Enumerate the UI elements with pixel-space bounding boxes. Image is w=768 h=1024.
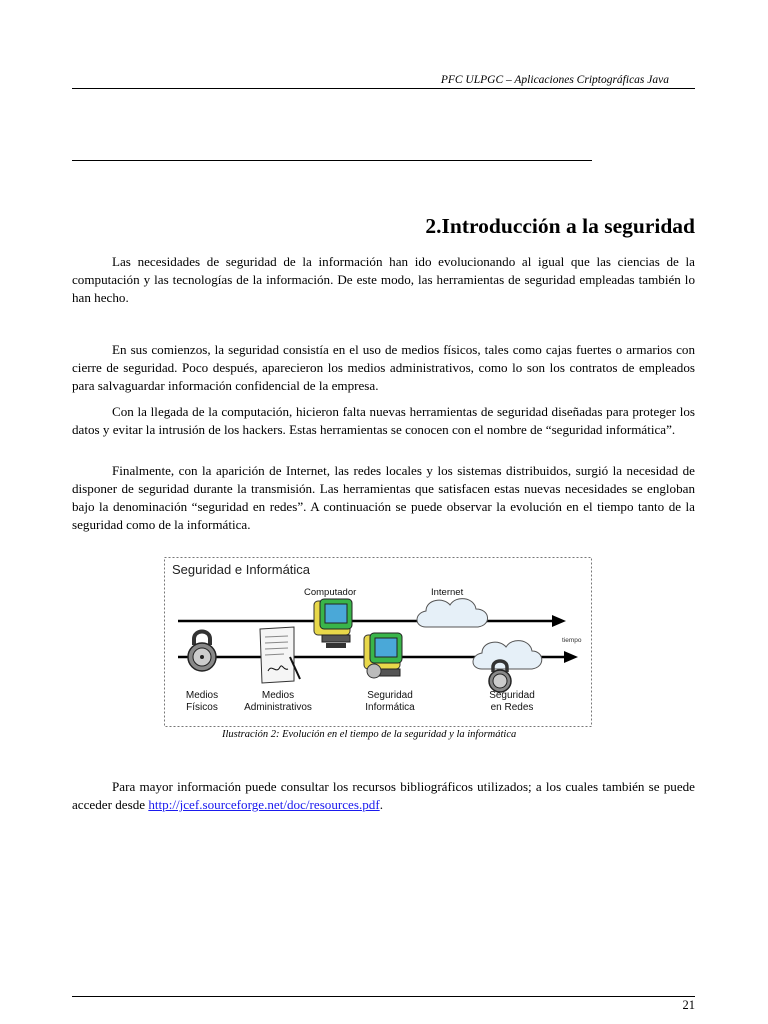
medios-fisicos-label-2: Físicos [186,702,218,713]
figure-caption [72,728,695,742]
closing-paragraph [72,778,695,814]
paragraph-1: Las necesidades de seguridad de la información han ido evolucionando al igual que las ciencias de la computación y las tecnologías de la información. De este modo, las herramientas de seguridad empleadas también lo han hecho. [72,254,695,305]
computador-label: Computador [304,587,357,598]
chapter-title: 2.Introducción a la seguridad [425,214,695,238]
tiempo-label: tiempo [562,637,582,644]
medios-admin-label-1: Medios [261,690,295,701]
paragraph-2: En sus comienzos, la seguridad consistía en el uso de medios físicos, tales como cajas fuertes o armarios con cierre de seguridad. Poco después, aparecieron los medios administrativos, como lo son los contratos de empleados para salvaguardar información confidencial de la empresa. [72,342,695,393]
running-header: PFC ULPGC – Aplicaciones Criptográficas Java [440,74,669,86]
header-rule [72,88,695,89]
figure-title: Seguridad e Informática [172,562,311,577]
medios-admin-label-2: Administrativos [244,702,312,713]
page-number: 21 [682,998,695,1012]
paragraph-3: Con la llegada de la computación, hicieron falta nuevas herramientas de seguridad diseñadas para proteger los datos y evitar la intrusión de los hackers. Estas herramientas se conocen con el nombre de “seguridad informática”. [72,404,695,437]
seg-informatica-label-2: Informática [365,702,415,713]
closing-suffix: . [379,797,383,812]
seg-redes-label-2: en Redes [490,702,534,713]
internet-label: Internet [431,587,464,598]
medios-fisicos-label-1: Medios [185,690,219,701]
seg-redes-label-1: Seguridad [489,690,535,701]
resources-link[interactable]: http://jcef.sourceforge.net/doc/resources.pdf [148,797,380,812]
figure-caption-text: Ilustración 2: Evolución en el tiempo de la seguridad y la informática [222,729,517,740]
chapter-rule [72,160,592,161]
paragraph-4: Finalmente, con la aparición de Internet, las redes locales y los sistemas distribuidos, surgió la necesidad de disponer de seguridad durante la transmisión. Las herramientas que satisfacen estas nuevas necesidades se engloban bajo la denominación “seguridad en redes”. A continuación se puede observar la evolución en el tiempo tanto de la seguridad como de la informática. [72,463,695,532]
closing-text: Para mayor información puede consultar los recursos bibliográficos utilizados; a los cuales también se puede acceder desde [72,779,695,812]
security-timeline-figure [164,557,592,727]
seg-informatica-label-1: Seguridad [367,690,413,701]
document-icon [260,627,300,683]
secure-computer-icon [364,633,402,678]
